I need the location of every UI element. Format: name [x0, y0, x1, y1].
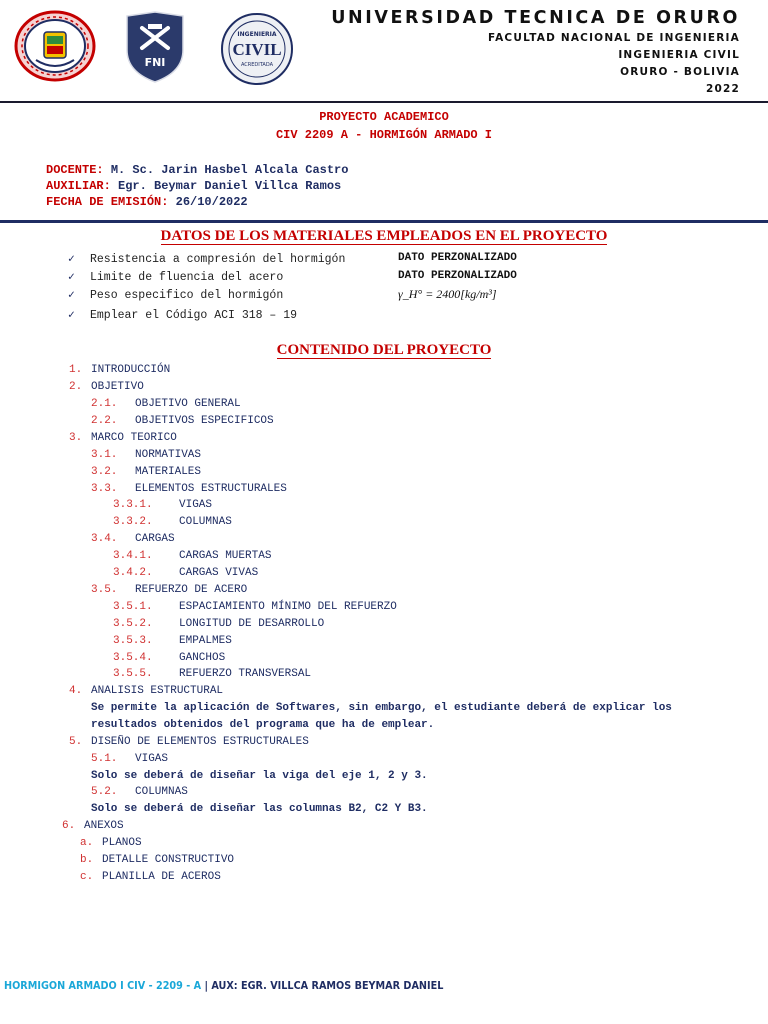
auxiliar-line — [46, 178, 341, 194]
note-columnas: Solo se deberá de diseñar las columnas B2, C2 Y B3. — [91, 803, 428, 815]
check-icon: ✓ — [68, 289, 75, 302]
material-row — [68, 269, 283, 284]
toc-number: 4. — [69, 685, 83, 697]
fecha-label: FECHA DE EMISIÓN: — [46, 195, 169, 209]
contents-title-text: CONTENIDO DEL PROYECTO — [276, 342, 492, 358]
toc-item — [91, 483, 287, 495]
material-label: Limite de fluencia del acero — [90, 271, 284, 284]
toc-text: DISEÑO DE ELEMENTOS ESTRUCTURALES — [91, 736, 309, 748]
toc-text: COLUMNAS — [135, 786, 188, 798]
toc-text: MARCO TEORICO — [91, 432, 177, 444]
check-icon: ✓ — [68, 253, 75, 266]
material-value: DATO PERZONALIZADO — [398, 252, 517, 264]
page-footer — [4, 980, 443, 992]
toc-item — [69, 432, 177, 444]
toc-number: 3.4.2. — [113, 567, 153, 579]
toc-text: MATERIALES — [135, 466, 202, 478]
section-divider — [0, 220, 768, 223]
toc-item — [91, 466, 201, 478]
toc-item — [62, 820, 124, 832]
civil-seal-top: INGENIERIA — [237, 31, 277, 38]
material-label: Resistencia a compresión del hormigón — [90, 253, 346, 266]
toc-item — [69, 685, 223, 697]
materials-title-text: DATOS DE LOS MATERIALES EMPLEADOS EN EL PROYECTO — [160, 228, 608, 244]
note-analisis: Se permite la aplicación de Softwares, sin embargo, el estudiante deberá de explicar los resultados obtenidos del programa que ha de emplear. — [91, 702, 672, 731]
header-text-block — [331, 6, 740, 98]
toc-text: INTRODUCCIÓN — [91, 364, 171, 376]
material-label: Peso especifico del hormigón — [90, 289, 284, 302]
toc-text: PLANOS — [102, 837, 142, 849]
toc-text: OBJETIVO — [91, 381, 144, 393]
toc-number: 3. — [69, 432, 83, 444]
toc-text: CARGAS VIVAS — [179, 567, 259, 579]
toc-number: b. — [80, 854, 94, 866]
materials-title — [0, 228, 768, 245]
toc-number: 5.1. — [91, 753, 118, 765]
toc-number: 3.5. — [91, 584, 118, 596]
toc-text: ANALISIS ESTRUCTURAL — [91, 685, 224, 697]
toc-item — [80, 837, 142, 849]
toc-number: 2. — [69, 381, 83, 393]
docente-label: DOCENTE: — [46, 163, 104, 177]
toc-text: OBJETIVOS ESPECIFICOS — [135, 415, 274, 427]
material-label: Emplear el Código ACI 318 – 19 — [90, 309, 298, 322]
footer-course: HORMIGON ARMADO I CIV - 2209 - A — [4, 980, 202, 992]
civil-seal-icon — [220, 12, 294, 86]
toc-item — [91, 449, 201, 461]
toc-text: VIGAS — [135, 753, 169, 765]
civil-seal-bottom: ACREDITADA — [240, 62, 274, 68]
toc-item — [91, 753, 168, 765]
fecha-value: 26/10/2022 — [175, 195, 248, 209]
toc-item — [113, 567, 258, 579]
docente-line — [46, 162, 348, 178]
toc-item — [91, 584, 247, 596]
toc-number: 3.3.2. — [113, 516, 153, 528]
toc-text: EMPALMES — [179, 635, 232, 647]
toc-item — [91, 398, 241, 410]
toc-text: REFUERZO DE ACERO — [135, 584, 248, 596]
career-name: INGENIERIA CIVIL — [618, 49, 740, 61]
footer-aux: | AUX: EGR. VILLCA RAMOS BEYMAR DANIEL — [201, 980, 444, 992]
toc-item — [113, 516, 232, 528]
toc-number: 1. — [69, 364, 83, 376]
toc-text: CARGAS — [135, 533, 175, 545]
contents-title — [0, 342, 768, 359]
toc-item — [113, 499, 212, 511]
project-subtitle: CIV 2209 A - HORMIGÓN ARMADO I — [275, 128, 493, 142]
toc-text: ELEMENTOS ESTRUCTURALES — [135, 483, 287, 495]
page-header — [0, 0, 768, 104]
toc-number: a. — [80, 837, 94, 849]
toc-text: REFUERZO TRANSVERSAL — [179, 668, 312, 680]
toc-number: 5. — [69, 736, 83, 748]
toc-number: 3.4.1. — [113, 550, 153, 562]
toc-number: 3.1. — [91, 449, 118, 461]
toc-number: 2.2. — [91, 415, 118, 427]
toc-text: ANEXOS — [84, 820, 124, 832]
toc-number: 3.5.5. — [113, 668, 153, 680]
toc-number: 3.2. — [91, 466, 118, 478]
check-icon: ✓ — [68, 271, 75, 284]
toc-item — [69, 364, 170, 376]
toc-item — [113, 635, 232, 647]
toc-item — [91, 415, 274, 427]
toc-text: PLANILLA DE ACEROS — [102, 871, 221, 883]
fni-logo-text: FNI — [144, 56, 166, 69]
toc-item — [80, 854, 234, 866]
toc-number: 3.3.1. — [113, 499, 153, 511]
material-row — [68, 287, 283, 302]
year: 2022 — [705, 83, 740, 95]
toc-number: 3.5.2. — [113, 618, 153, 630]
toc-item — [69, 736, 309, 748]
toc-number: 6. — [62, 820, 76, 832]
toc-number: 3.5.3. — [113, 635, 153, 647]
fecha-line — [46, 194, 248, 210]
toc-text: OBJETIVO GENERAL — [135, 398, 241, 410]
check-icon: ✓ — [68, 309, 75, 322]
civil-seal-text: CIVIL — [232, 40, 282, 59]
material-row — [68, 251, 345, 266]
location: ORURO - BOLIVIA — [620, 66, 740, 78]
toc-text: COLUMNAS — [179, 516, 232, 528]
toc-number: 3.5.4. — [113, 652, 153, 664]
toc-number: 2.1. — [91, 398, 118, 410]
toc-item — [113, 550, 271, 562]
auxiliar-label: AUXILIAR: — [46, 179, 111, 193]
toc-text: NORMATIVAS — [135, 449, 202, 461]
header-divider — [0, 101, 768, 103]
fni-logo-icon — [124, 10, 186, 84]
toc-number: 3.5.1. — [113, 601, 153, 613]
toc-text: GANCHOS — [179, 652, 226, 664]
toc-text: VIGAS — [179, 499, 213, 511]
toc-number: c. — [80, 871, 94, 883]
material-value: DATO PERZONALIZADO — [398, 270, 517, 282]
faculty-name: FACULTAD NACIONAL DE INGENIERIA — [487, 32, 740, 44]
toc-item — [91, 533, 175, 545]
toc-item — [113, 668, 311, 680]
auxiliar-value: Egr. Beymar Daniel Villca Ramos — [118, 179, 342, 193]
docente-value: M. Sc. Jarin Hasbel Alcala Castro — [110, 163, 349, 177]
project-title: PROYECTO ACADEMICO — [319, 110, 449, 124]
toc-text: ESPACIAMIENTO MÍNIMO DEL REFUERZO — [179, 601, 397, 613]
uto-logo-icon — [14, 10, 96, 82]
toc-text: CARGAS MUERTAS — [179, 550, 272, 562]
toc-text: LONGITUD DE DESARROLLO — [179, 618, 325, 630]
toc-text: DETALLE CONSTRUCTIVO — [102, 854, 235, 866]
toc-item — [113, 652, 225, 664]
toc-item — [80, 871, 221, 883]
material-row — [68, 307, 297, 322]
toc-number: 5.2. — [91, 786, 118, 798]
toc-item — [69, 381, 144, 393]
toc-number: 3.4. — [91, 533, 118, 545]
toc-number: 3.3. — [91, 483, 118, 495]
university-name: UNIVERSIDAD TECNICA DE ORURO — [331, 8, 740, 28]
toc-item — [113, 601, 397, 613]
toc-item — [113, 618, 324, 630]
note-vigas: Solo se deberá de diseñar la viga del eje 1, 2 y 3. — [91, 770, 428, 782]
material-formula: γ_H° = 2400[kg/m³] — [398, 287, 497, 301]
toc-item — [91, 786, 188, 798]
